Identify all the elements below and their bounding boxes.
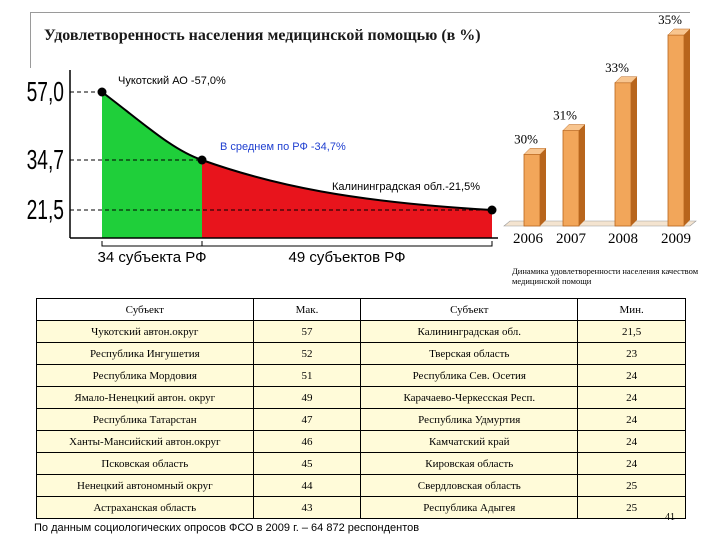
bar-category-label: 2006 <box>513 231 543 247</box>
bar-category-label: 2008 <box>608 231 638 247</box>
cell-subject-max: Астраханская область <box>37 497 254 519</box>
cell-max-value: 52 <box>253 343 361 365</box>
cell-subject-min: Карачаево-Черкесская Респ. <box>361 387 578 409</box>
cell-subject-max: Псковская область <box>37 453 254 475</box>
y-tick-label: 57,0 <box>26 76 65 109</box>
cell-subject-min: Тверская область <box>361 343 578 365</box>
bar-2007 <box>563 131 579 227</box>
cell-subject-max: Республика Мордовия <box>37 365 254 387</box>
cell-max-value: 43 <box>253 497 361 519</box>
header-subject-max: Субъект <box>37 299 254 321</box>
header-max: Мак. <box>253 299 361 321</box>
cell-max-value: 49 <box>253 387 361 409</box>
bar-2006 <box>524 154 540 226</box>
table-row <box>37 453 686 475</box>
table-row <box>37 431 686 453</box>
cell-max-value: 51 <box>253 365 361 387</box>
bar-side <box>684 29 690 226</box>
cell-subject-min: Кировская область <box>361 453 578 475</box>
cell-min-value: 23 <box>578 343 686 365</box>
cell-max-value: 44 <box>253 475 361 497</box>
bar-side <box>631 77 637 226</box>
table-row <box>37 497 686 519</box>
cell-max-value: 46 <box>253 431 361 453</box>
cell-min-value: 24 <box>578 365 686 387</box>
page-number: 41 <box>665 512 675 523</box>
y-tick-label: 34,7 <box>26 144 65 177</box>
table-row <box>37 321 686 343</box>
bar-category-label: 2009 <box>661 231 691 247</box>
y-tick-label: 21,5 <box>26 194 65 227</box>
bar-value-label: 35% <box>658 12 682 27</box>
bar-side <box>579 125 585 227</box>
cell-subject-min: Калининградская обл. <box>361 321 578 343</box>
point-label: Калининградская обл.-21,5% <box>332 181 480 193</box>
table-row <box>37 387 686 409</box>
cell-subject-min: Камчатский край <box>361 431 578 453</box>
point-label: Чукотский АО -57,0% <box>118 75 226 87</box>
cell-subject-max: Ханты-Мансийский автон.округ <box>37 431 254 453</box>
bar-side <box>540 148 546 226</box>
slide-title: Удовлетворенность населения медицинской помощью (в %) <box>44 27 481 44</box>
cell-min-value: 21,5 <box>578 321 686 343</box>
cell-min-value: 24 <box>578 387 686 409</box>
cell-subject-max: Чукотский автон.округ <box>37 321 254 343</box>
cell-subject-min: Республика Удмуртия <box>361 409 578 431</box>
cell-min-value: 25 <box>578 497 686 519</box>
bar-value-label: 31% <box>553 107 577 123</box>
cell-max-value: 57 <box>253 321 361 343</box>
x-segment-label: 34 субъекта РФ <box>97 249 207 266</box>
table-row <box>37 343 686 365</box>
cell-min-value: 24 <box>578 409 686 431</box>
header-min: Мин. <box>578 299 686 321</box>
cell-min-value: 24 <box>578 453 686 475</box>
cell-subject-max: Республика Ингушетия <box>37 343 254 365</box>
cell-subject-min: Республика Сев. Осетия <box>361 365 578 387</box>
cell-subject-max: Ненецкий автономный округ <box>37 475 254 497</box>
table-row <box>37 409 686 431</box>
x-segment-label: 49 субъектов РФ <box>288 249 406 266</box>
bar-value-label: 33% <box>605 59 629 75</box>
cell-subject-min: Свердловская область <box>361 475 578 497</box>
bar-chart-caption: Динамика удовлетворенности населения качеством медицинской помощи <box>512 266 699 286</box>
table-row <box>37 475 686 497</box>
table-header-row <box>37 299 686 321</box>
cell-min-value: 25 <box>578 475 686 497</box>
footer-source-note: По данным социологических опросов ФСО в 2009 г. – 64 872 респондентов <box>34 522 420 534</box>
header-subject-min: Субъект <box>361 299 578 321</box>
regions-table <box>36 298 686 519</box>
point-label: В среднем по РФ -34,7% <box>220 141 346 153</box>
cell-subject-max: Республика Татарстан <box>37 409 254 431</box>
bar-value-label: 30% <box>514 131 538 147</box>
cell-max-value: 45 <box>253 453 361 475</box>
cell-max-value: 47 <box>253 409 361 431</box>
table-row <box>37 365 686 387</box>
bar-2008 <box>615 83 631 226</box>
bar-2009 <box>668 35 684 226</box>
bar-category-label: 2007 <box>556 231 586 247</box>
cell-subject-max: Ямало-Ненецкий автон. округ <box>37 387 254 409</box>
cell-subject-min: Республика Адыгея <box>361 497 578 519</box>
cell-min-value: 24 <box>578 431 686 453</box>
